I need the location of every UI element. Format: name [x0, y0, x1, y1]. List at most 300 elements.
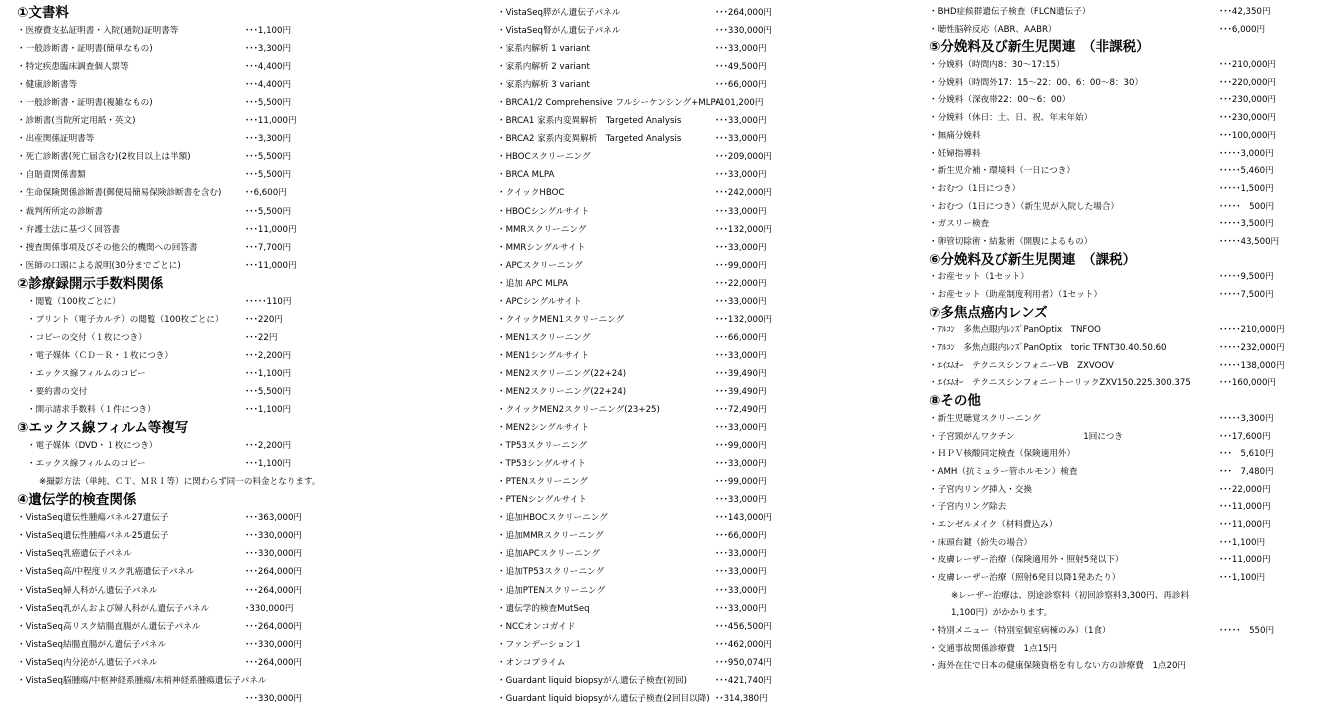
fee-price: ･･･264,000円	[245, 657, 303, 668]
fee-label: ・AMH（抗ミュラー管ホルモン）検査	[929, 466, 1078, 477]
fee-label: ・一般診断書・証明書(簡単なもの)	[17, 44, 153, 55]
fee-row	[497, 4, 917, 22]
fee-row	[17, 257, 437, 275]
fee-label: ・ｴｲｴﾑｵｰ テクニスシンフォニーVB ZXVOOV	[929, 360, 1114, 371]
fee-label: ・VistaSeq内分泌がん遺伝子パネル	[17, 657, 158, 668]
fee-row	[17, 401, 437, 419]
fee-label: ・出産関係証明書等	[17, 134, 95, 145]
fee-row	[929, 641, 1319, 659]
fee-row	[17, 582, 437, 600]
fee-row	[497, 40, 917, 58]
fee-row	[17, 672, 437, 690]
fee-row	[17, 618, 437, 636]
fee-price: ･･･1,100円	[245, 459, 292, 470]
fee-price: ･･･42,350円	[1219, 7, 1271, 17]
fee-row	[17, 383, 437, 401]
fee-price: ･････3,500円	[1219, 219, 1274, 230]
fee-price: ･･･264,000円	[715, 8, 773, 18]
fee-label: ・クイックMEN1スクリーニング	[497, 314, 625, 325]
fee-price: ･････3,000円	[1219, 148, 1274, 159]
fee-price: ･･･330,000円	[715, 26, 773, 37]
fee-row	[929, 464, 1319, 482]
fee-row	[929, 22, 1319, 40]
fee-label: ・VistaSeq結腸直腸がん遺伝子パネル	[17, 639, 167, 650]
fee-row	[929, 411, 1319, 429]
fee-price: ･････43,500円	[1219, 236, 1280, 247]
fee-label: ・診断書(当院所定用紙・英文)	[17, 116, 136, 127]
fee-price: ･･･11,000円	[1219, 502, 1271, 513]
fee-row	[497, 563, 917, 581]
fee-row	[17, 527, 437, 545]
fee-price: ･･･160,000円	[1219, 378, 1277, 389]
fee-row	[497, 184, 917, 202]
fee-label: ・TP53シングルサイト	[497, 459, 586, 470]
fee-price: ･･･5,500円	[245, 206, 292, 217]
fee-label: ・ＨＰＶ核酸同定検査（保険適用外）	[929, 449, 1076, 460]
note-text: ※撮影方法（単純、ＣＴ、ＭＲＩ等）に関わらず同一の料金となります。	[39, 477, 321, 488]
fee-row	[17, 437, 437, 455]
fee-row	[929, 482, 1319, 500]
fee-label: ・おむつ（1日につき）（新生児が入院した場合）	[929, 201, 1120, 212]
fee-price: ･･･33,000円	[715, 603, 767, 614]
fee-label: ・生命保険関係診断書(郵便局簡易保険診断書を含む)	[17, 188, 222, 199]
fee-label: ・海外在住で日本の健康保険資格を有しない方の診療費 1点20円	[929, 661, 1187, 672]
fee-label: ・追加HBOCスクリーニング	[497, 513, 608, 524]
fee-row	[929, 163, 1319, 181]
fee-row	[17, 203, 437, 221]
fee-price: ･･314,380円	[715, 693, 768, 704]
fee-price: ･･･39,490円	[715, 368, 767, 379]
fee-row	[929, 517, 1319, 535]
fee-price: ･･･33,000円	[715, 170, 767, 181]
fee-price: ･････1,500円	[1219, 183, 1274, 194]
fee-price: ･･･99,000円	[715, 441, 767, 452]
fee-label: ・医療費支払証明書・入院(通院)証明書等	[17, 26, 179, 37]
fee-label: ・追加PTENスクリーニング	[497, 585, 606, 596]
section-heading: ①文書料	[17, 5, 69, 21]
fee-row	[497, 618, 917, 636]
fee-row	[17, 76, 437, 94]
fee-price: ･･･33,000円	[715, 350, 767, 361]
fee-row	[929, 269, 1319, 287]
note-text: ※レーザー治療は、別途診察料（初回診察料3,300円、再診料	[951, 590, 1190, 601]
fee-price: ･･･33,000円	[715, 495, 767, 506]
fee-label: ・HBOCシングルサイト	[497, 206, 590, 217]
fee-row	[497, 455, 917, 473]
fee-price: ･･･39,490円	[715, 386, 767, 397]
fee-price: ･･･242,000円	[715, 188, 773, 199]
fee-price: ･･･230,000円	[1219, 95, 1277, 106]
fee-label: ・エックス線フィルムのコピー	[27, 459, 146, 470]
fee-label: ・ｴｲｴﾑｵｰ テクニスシンフォニートーリックZXV150.225.300.375	[929, 378, 1191, 389]
fee-price: ･･･33,000円	[715, 296, 767, 307]
fee-label: ・分娩料（休日：土、日、祝、年末年始）	[929, 113, 1093, 124]
fee-label: ・VistaSeq遺伝性腫瘍パネル27遺伝子	[17, 513, 169, 524]
fee-label: ・無痛分娩料	[929, 130, 981, 141]
fee-price: ･･･100,000円	[1219, 130, 1277, 141]
fee-row	[17, 455, 437, 473]
fee-row	[17, 509, 437, 527]
fee-price: ･･･11,000円	[245, 224, 297, 235]
fee-label: ・ファンデーション１	[497, 639, 583, 650]
fee-label: ・クイックMEN2スクリーニング(23+25)	[497, 405, 660, 416]
fee-label: ・Guardant liquid biopsyがん遺伝子検査(初回)	[497, 675, 688, 686]
fee-price: ･･･22円	[245, 332, 278, 343]
fee-price: ･･･5,500円	[245, 170, 292, 181]
fee-row	[497, 527, 917, 545]
column-3	[929, 4, 1319, 676]
fee-price: ･･･4,400円	[245, 62, 292, 73]
fee-label: ・ガスリー検査	[929, 219, 990, 230]
fee-label: ・皮膚レーザー治療（保険適用外・照射5発以下）	[929, 555, 1124, 566]
fee-price: ･･･33,000円	[715, 423, 767, 434]
fee-price: ･･･1,100円	[245, 26, 292, 37]
fee-price: ･･･33,000円	[715, 206, 767, 217]
fee-row	[497, 94, 917, 112]
fee-label: ・エンゼルメイク（材料費込み）	[929, 519, 1058, 530]
fee-price: ･･･7,700円	[245, 242, 292, 253]
fee-price: ･･･210,000円	[1219, 60, 1277, 71]
fee-row	[17, 148, 437, 166]
fee-label: ・新生児聴覚スクリーニング	[929, 413, 1041, 424]
fee-row	[497, 329, 917, 347]
fee-label: ・裁判所所定の診断書	[17, 206, 103, 217]
fee-price: ･･･6,000円	[1219, 24, 1266, 35]
section-heading: ⑧その他	[929, 393, 981, 410]
fee-label: ・分娩料（深夜帯22：00～6：00）	[929, 95, 1071, 106]
fee-label: ・子宮内リング除去	[929, 502, 1007, 513]
fee-row	[929, 429, 1319, 447]
fee-price: ･････210,000円	[1219, 325, 1285, 336]
fee-label: ・エックス線フィルムのコピー	[27, 368, 146, 379]
fee-price: ･･･1,100円	[1219, 537, 1266, 548]
fee-row	[929, 92, 1319, 110]
fee-row	[17, 654, 437, 672]
fee-label: ・VistaSeq腎がん遺伝子パネル	[497, 26, 621, 37]
fee-price: ･･･209,000円	[715, 152, 773, 163]
section-heading: ②診療録開示手数料関係	[17, 275, 164, 292]
fee-row	[497, 221, 917, 239]
fee-label: ・電子媒体（DVD・１枚につき）	[27, 441, 158, 452]
fee-price: ･･･5,500円	[245, 386, 292, 397]
fee-row	[497, 76, 917, 94]
fee-row	[929, 570, 1319, 588]
fee-price: ･･･99,000円	[715, 477, 767, 488]
fee-label: ・APCスクリーニング	[497, 260, 583, 271]
fee-label: ・MEN2スクリーニング(22+24)	[497, 368, 627, 379]
section-heading: ⑥分娩料及び新生児関連 （課税）	[929, 251, 1137, 268]
fee-label: ・APCシングルサイト	[497, 296, 582, 307]
fee-label: ・追加TP53スクリーニング	[497, 567, 605, 578]
fee-row	[497, 148, 917, 166]
fee-label: ・ｱﾙｺﾝ 多焦点眼内ﾚﾝｽﾞPanOptix TNFOO	[929, 325, 1101, 336]
fee-label: ・追加 APC MLPA	[497, 278, 569, 289]
fee-row	[929, 57, 1319, 75]
fee-label: ・PTENシングルサイト	[497, 495, 587, 506]
fee-label: ・追加MMRスクリーニング	[497, 531, 604, 542]
fee-price: ･･･33,000円	[715, 585, 767, 596]
fee-label: ・医師の口頭による説明(30分までごとに)	[17, 260, 181, 271]
fee-price: ･････110円	[245, 296, 292, 307]
fee-label: ・捜査関係事項及びその他公的機関への回答書	[17, 242, 198, 253]
fee-label: ・特定疾患臨床調査個人票等	[17, 62, 129, 73]
fee-price: ･･･66,000円	[715, 332, 767, 343]
fee-label: ・追加APCスクリーニング	[497, 549, 600, 560]
fee-label: ・BRCA1/2 Comprehensive フルシーケンシング+MLPA	[497, 98, 722, 109]
section-heading: ⑦多焦点癌内レンズ	[929, 304, 1048, 321]
fee-row	[929, 552, 1319, 570]
fee-price: ･･･33,000円	[715, 44, 767, 55]
fee-row	[497, 600, 917, 618]
fee-price: ･･･33,000円	[715, 567, 767, 578]
fee-price: ･･･33,000円	[715, 549, 767, 560]
fee-row	[929, 358, 1319, 376]
fee-row	[497, 347, 917, 365]
fee-label: ・コピーの交付（１枚につき）	[27, 332, 147, 343]
fee-price: ･･･49,500円	[715, 62, 767, 73]
fee-price: ･･･264,000円	[245, 585, 303, 596]
fee-label: ・VistaSeq脳腫瘍/中枢神経系腫瘍/末梢神経系腫瘍遺伝子パネル	[17, 675, 267, 686]
fee-label: ・皮膚レーザー治療（照射6発目以降1発あたり）	[929, 573, 1121, 583]
fee-price: ･･･33,000円	[715, 116, 767, 127]
fee-label: ・Guardant liquid biopsyがん遺伝子検査(2回目以降)	[497, 693, 710, 704]
fee-label: ・プリント（電子カルテ）の閲覧（100枚ごとに）	[27, 314, 224, 325]
fee-row	[17, 365, 437, 383]
section-heading: ③エックス線フィルム等複写	[17, 420, 189, 437]
fee-row	[497, 672, 917, 690]
fee-row	[497, 293, 917, 311]
fee-price: ･･･330,000円	[245, 531, 303, 542]
fee-row	[929, 110, 1319, 128]
fee-price: ･･･17,600円	[1219, 431, 1271, 442]
fee-label: ・死亡診断書(死亡届含む)(2枚目以上は半額)	[17, 152, 191, 163]
fee-label: ・おむつ（1日につき）	[929, 183, 1021, 194]
fee-price: ･･･33,000円	[715, 459, 767, 470]
fee-row	[497, 130, 917, 148]
section-heading: ④遺伝学的検査関係	[17, 492, 137, 509]
fee-label: ・HBOCスクリーニング	[497, 152, 591, 163]
fee-label: ・お産セット（1セット）	[929, 272, 1029, 283]
fee-row	[17, 636, 437, 654]
fee-row	[17, 311, 437, 329]
fee-row	[497, 636, 917, 654]
fee-row	[497, 365, 917, 383]
fee-price: ･･･1,100円	[1219, 573, 1266, 583]
fee-price: ･･･99,000円	[715, 260, 767, 271]
fee-label: ・自賠責関係書類	[17, 170, 86, 181]
fee-price: ･･･230,000円	[1219, 113, 1277, 124]
fee-label: ・MEN1スクリーニング	[497, 332, 591, 343]
fee-row	[497, 383, 917, 401]
fee-label: ・VistaSeq乳がんおよび婦人科がん遺伝子パネル	[17, 603, 210, 614]
fee-row	[497, 582, 917, 600]
fee-row	[929, 322, 1319, 340]
fee-price: ･･･33,000円	[715, 242, 767, 253]
fee-price: ･････9,500円	[1219, 272, 1274, 283]
fee-label: ・MMRシングルサイト	[497, 242, 586, 253]
fee-price: ･･･11,000円	[245, 116, 297, 127]
fee-price: ･101,200円	[715, 98, 764, 109]
fee-label: ・要約書の交付	[27, 386, 88, 397]
fee-price: ･･･363,000円	[245, 513, 303, 524]
fee-row	[929, 216, 1319, 234]
fee-price: ･････232,000円	[1219, 343, 1285, 354]
fee-label: ・子宮内リング挿入・交換	[929, 484, 1032, 495]
fee-row	[17, 329, 437, 347]
fee-row	[497, 275, 917, 293]
fee-label: ・家系内解析 1 variant	[497, 44, 590, 55]
fee-row	[929, 146, 1319, 164]
fee-price: ･･･143,000円	[715, 513, 773, 524]
fee-label: ・分娩料（時間外17：15～22：00、6：00～8：30）	[929, 77, 1144, 88]
fee-label: ・VistaSeq遺伝性腫瘍パネル25遺伝子	[17, 531, 169, 542]
fee-label: ・VistaSeq婦人科がん遺伝子パネル	[17, 585, 158, 596]
fee-row	[497, 257, 917, 275]
fee-label: ・閲覧（100枚ごとに）	[27, 296, 121, 307]
fee-price: ･･･22,000円	[1219, 484, 1271, 495]
fee-row	[929, 446, 1319, 464]
fee-label: ・弁護士法に基づく回答書	[17, 224, 121, 235]
fee-label: ・MEN2スクリーニング(22+24)	[497, 386, 627, 397]
note-text: 1,100円）がかかります。	[951, 608, 1053, 619]
fee-row	[497, 239, 917, 257]
fee-price: ･･･ 5,610円	[1219, 449, 1274, 460]
fee-price: ･･･1,100円	[245, 405, 292, 416]
fee-price: ･･･4,400円	[245, 80, 292, 91]
fee-row	[497, 491, 917, 509]
fee-price: ･･･22,000円	[715, 278, 767, 289]
fee-label: ・MEN1シングルサイト	[497, 350, 590, 361]
fee-label: ・TP53スクリーニング	[497, 441, 587, 452]
fee-price: ･･･462,000円	[715, 639, 773, 650]
fee-price: ･･･456,500円	[715, 621, 773, 632]
fee-label: ・VistaSeq高リスク結腸直腸がん遺伝子パネル	[17, 621, 201, 632]
fee-price: ･･･11,000円	[1219, 519, 1271, 530]
fee-label: ・オンコプライム	[497, 657, 566, 668]
fee-price: ･････7,500円	[1219, 290, 1274, 300]
fee-price: ･･･66,000円	[715, 531, 767, 542]
fee-row	[497, 58, 917, 76]
fee-price: ･･･264,000円	[245, 567, 303, 578]
fee-label: ・NCCオンコガイド	[497, 621, 576, 632]
fee-label: ・家系内解析 3 variant	[497, 80, 590, 91]
fee-label: ・妊婦指導料	[929, 148, 981, 159]
fee-label: ・クイックHBOC	[497, 188, 565, 199]
fee-label: ・特別メニュー（特別室個室病棟のみ）（1食）	[929, 626, 1111, 637]
fee-label: ・VistaSeq高/中程度リスク乳癌遺伝子パネル	[17, 567, 195, 578]
fee-price: ･････138,000円	[1219, 360, 1285, 371]
fee-price: ･･･220円	[245, 314, 283, 325]
fee-row	[497, 437, 917, 455]
fee-row	[17, 600, 437, 618]
fee-price: ･･･132,000円	[715, 224, 773, 235]
fee-row	[929, 75, 1319, 93]
fee-label: ・お産セット（助産制度利用者）（1セット）	[929, 290, 1103, 300]
fee-price: ･･･66,000円	[715, 80, 767, 91]
fee-row	[17, 293, 437, 311]
fee-row	[497, 509, 917, 527]
fee-row	[929, 658, 1319, 676]
fee-label: ・MMRスクリーニング	[497, 224, 587, 235]
fee-price: ･･･330,000円	[245, 639, 303, 650]
fee-row	[17, 347, 437, 365]
fee-label: ・卵管切除術・結紮術（開腹によるもの）	[929, 236, 1093, 247]
fee-price: ･･･11,000円	[245, 260, 297, 271]
fee-row	[929, 287, 1319, 305]
fee-row	[929, 181, 1319, 199]
fee-label: ・交通事故関係診療費 1点15円	[929, 643, 1058, 654]
fee-row	[497, 419, 917, 437]
fee-price: ･330,000円	[245, 603, 294, 614]
fee-row	[17, 563, 437, 581]
fee-price: ･･･11,000円	[1219, 555, 1271, 566]
fee-row	[17, 166, 437, 184]
fee-row	[17, 130, 437, 148]
fee-label: ・子宮頸がんワクチン 1回につき	[929, 431, 1123, 442]
fee-price: ･･･1,100円	[245, 368, 292, 379]
fee-price: ･･6,600円	[245, 188, 287, 199]
fee-price: ･･･950,074円	[715, 657, 773, 668]
fee-price: ･･･421,740円	[715, 675, 773, 686]
fee-row	[497, 690, 917, 708]
fee-row	[17, 22, 437, 40]
fee-row	[929, 234, 1319, 252]
fee-row	[497, 311, 917, 329]
fee-label: ・BRCA1 家系内変異解析 Targeted Analysis	[497, 116, 682, 127]
fee-label: ・VistaSeq膵がん遺伝子パネル	[497, 8, 621, 18]
fee-price: ･････5,460円	[1219, 166, 1274, 177]
fee-label: ・一般診断書・証明書(複雑なもの)	[17, 98, 153, 109]
fee-label: ・BRCA2 家系内変異解析 Targeted Analysis	[497, 134, 682, 145]
fee-price: ･･･33,000円	[715, 134, 767, 145]
fee-label: ・健康診断書等	[17, 80, 78, 91]
fee-label: ・BHD症候群遺伝子検査（FLCN遺伝子）	[929, 7, 1091, 17]
fee-price: ･･･ 7,480円	[1219, 466, 1274, 477]
fee-price: ･･･2,200円	[245, 441, 292, 452]
fee-label: ・新生児介補・環境料（一日につき）	[929, 166, 1075, 177]
fee-label: ・家系内解析 2 variant	[497, 62, 590, 73]
fee-row	[929, 128, 1319, 146]
fee-row	[929, 499, 1319, 517]
fee-row	[929, 4, 1319, 22]
fee-price: ･････ 500円	[1219, 201, 1275, 212]
fee-label: ・MEN2シングルサイト	[497, 423, 590, 434]
fee-row	[497, 166, 917, 184]
fee-row	[497, 22, 917, 40]
fee-price: ･･･5,500円	[245, 152, 292, 163]
fee-row	[17, 40, 437, 58]
fee-price: ･･･330,000円	[245, 549, 303, 560]
fee-label: ・床頭台鍵（紛失の場合）	[929, 537, 1033, 548]
fee-row	[17, 221, 437, 239]
fee-price: ･････3,300円	[1219, 413, 1274, 424]
fee-price: ･･･3,300円	[245, 44, 292, 55]
column-2	[497, 4, 917, 708]
fee-row	[929, 623, 1319, 641]
fee-row	[929, 199, 1319, 217]
fee-row	[497, 654, 917, 672]
fee-row	[497, 203, 917, 221]
fee-row	[929, 375, 1319, 393]
fee-row	[17, 112, 437, 130]
fee-price: ･････ 550円	[1219, 626, 1275, 637]
fee-row	[497, 473, 917, 491]
fee-label: ・PTENスクリーニング	[497, 477, 588, 488]
fee-price: ･･･132,000円	[715, 314, 773, 325]
fee-row	[497, 401, 917, 419]
fee-row	[17, 690, 437, 708]
fee-row	[929, 340, 1319, 358]
